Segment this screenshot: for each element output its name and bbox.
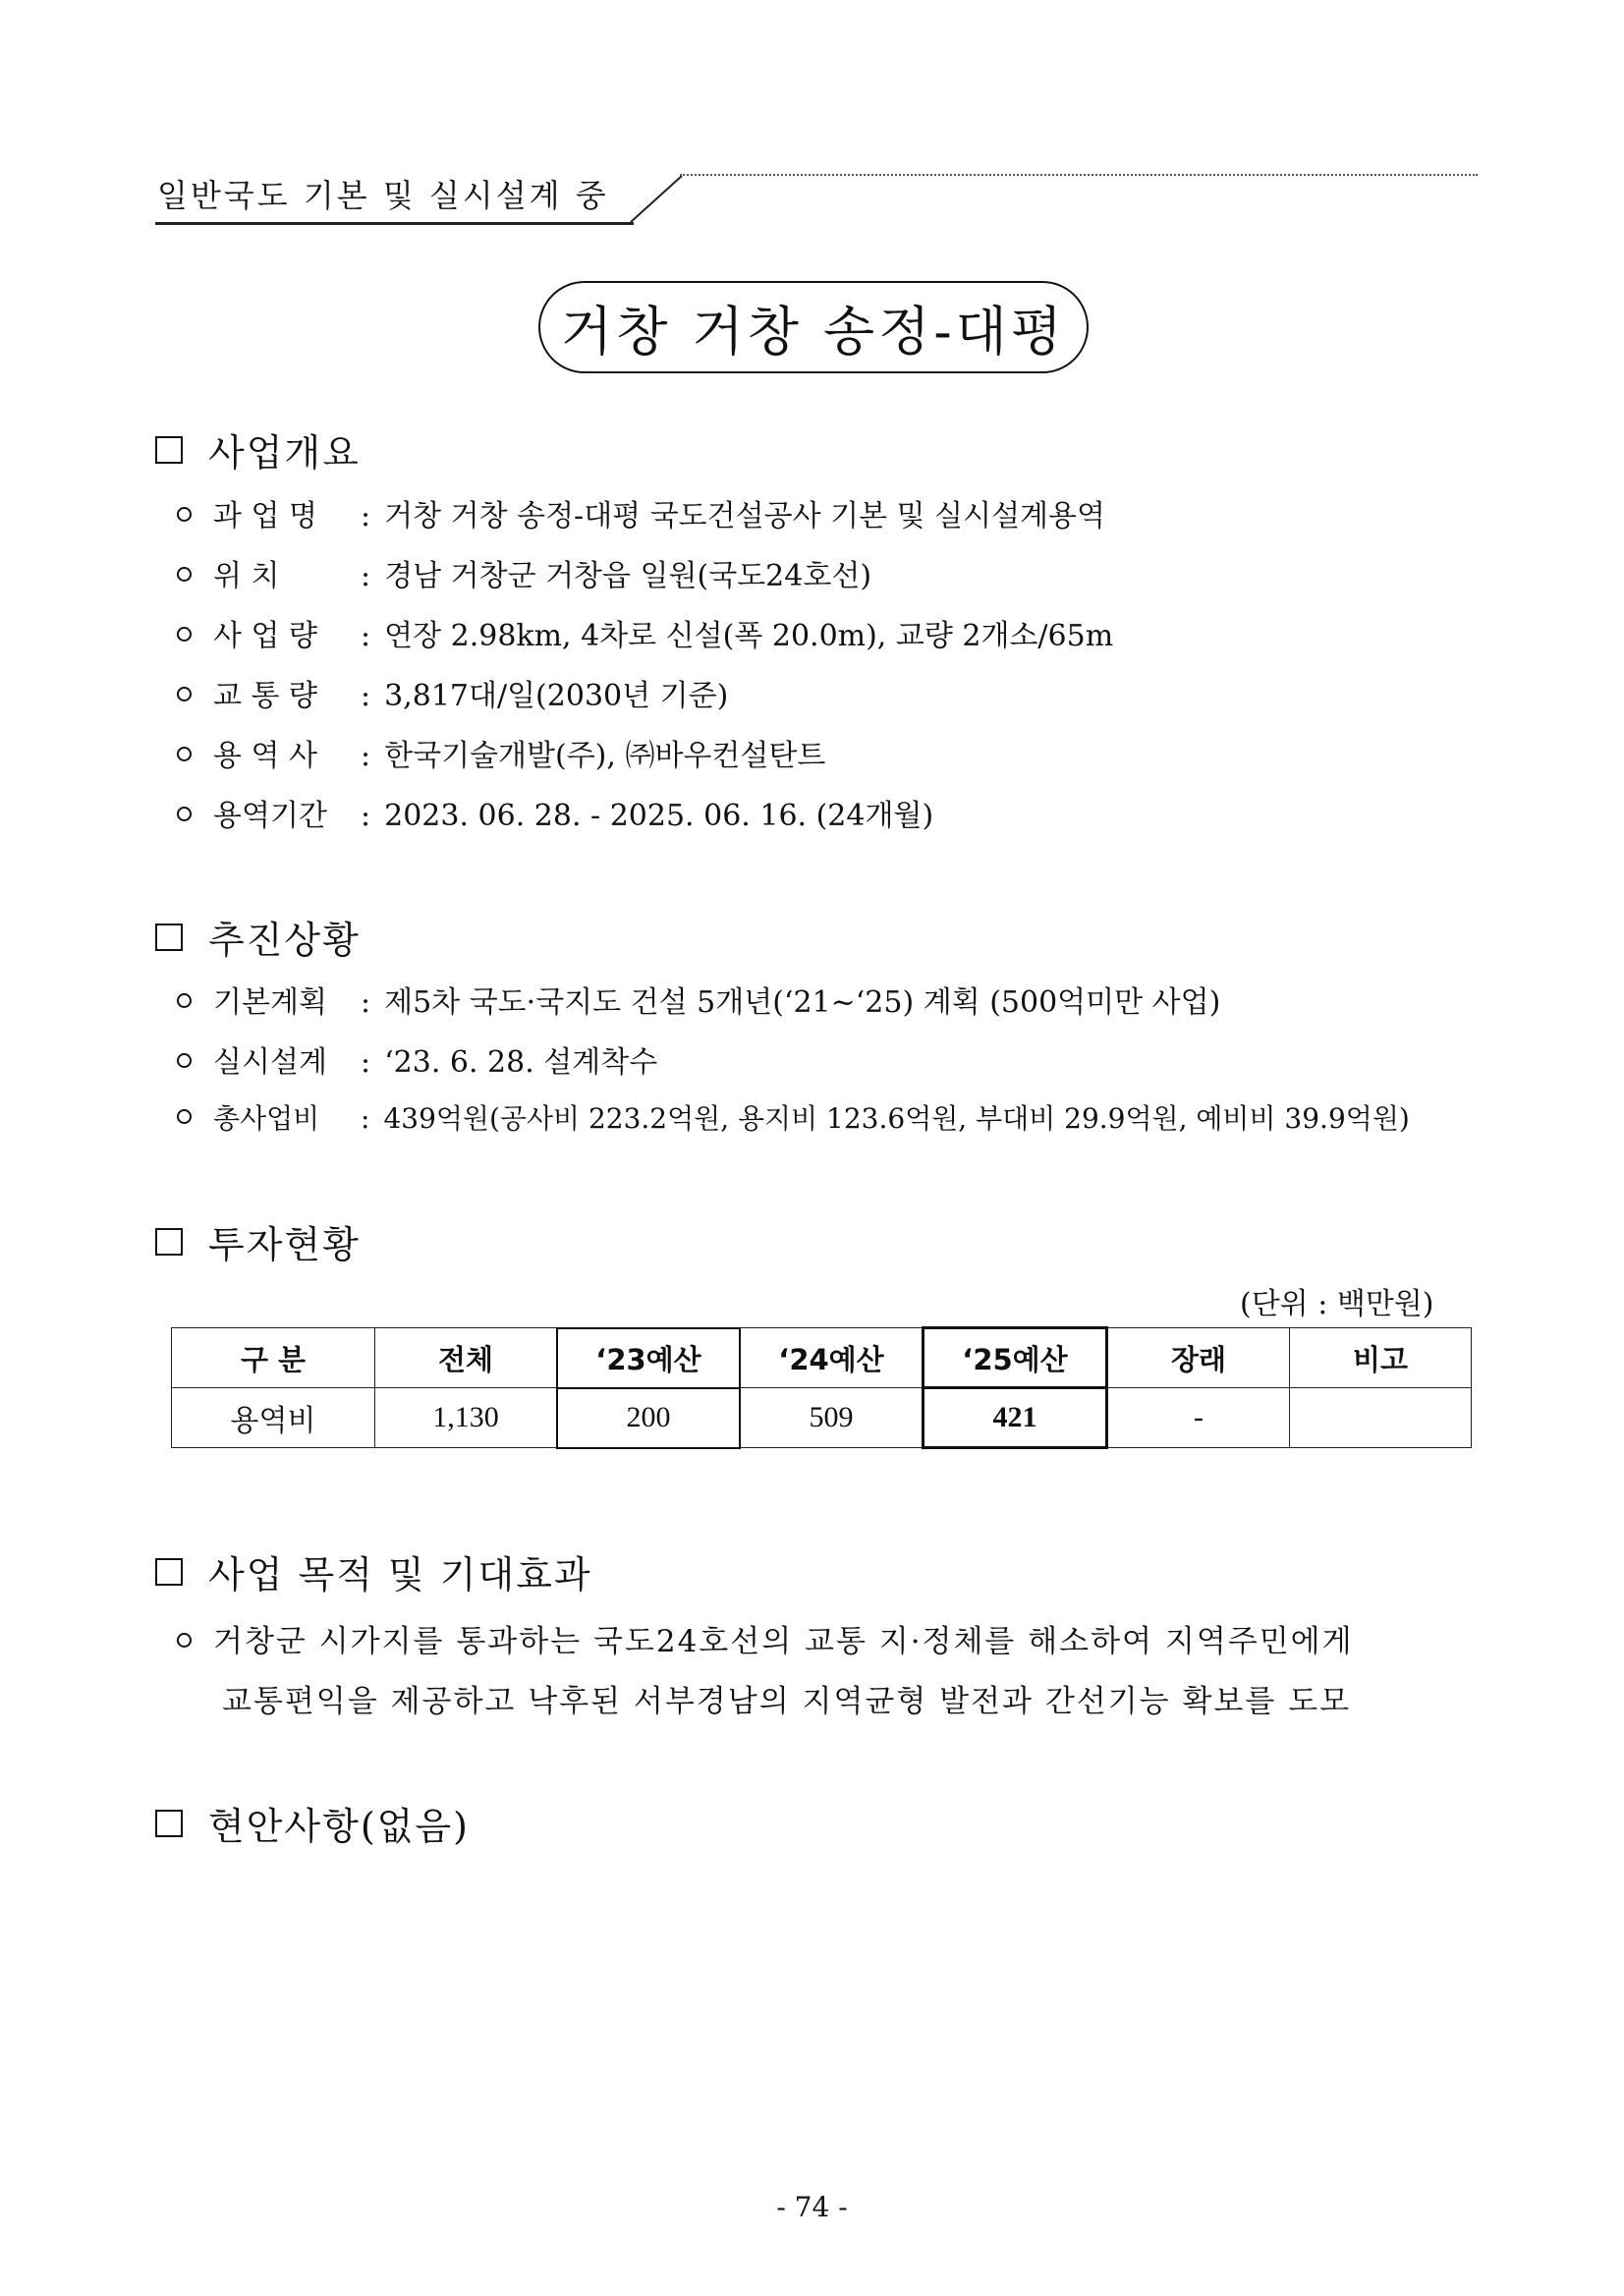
page-number: - 74 - [776,2191,848,2223]
table-cell: 용역비 [172,1388,375,1448]
item-label: 과 업 명 [213,499,318,533]
section-heading-investment [155,1214,361,1268]
overview-item: 사 업 량 : 연장 2.98km, 4차로 신설(폭 20.0m), 교량 2개소/65m [177,611,1113,654]
table-cell: 421 [924,1388,1107,1448]
overview-item: 용역기간 : 2023. 06. 28. - 2025. 06. 16. (24개월) [177,791,933,834]
document-category: 일반국도 기본 및 실시설계 중 [157,177,609,214]
table-cell [1290,1388,1472,1448]
item-value: 제5차 국도·국지도 건설 5개년(‘21~‘25) 계획 (500억미만 사업) [384,985,1221,1020]
purpose-paragraph-line1 [177,1616,1354,1660]
page-title [538,281,1089,373]
checkbox-square-icon [155,1228,183,1256]
table-header-cell: 장래 [1107,1328,1290,1388]
section-title: 사업개요 [208,431,361,475]
overview-item: 과 업 명 : 거창 거창 송정-대평 국도건설공사 기본 및 실시설계용역 [177,491,1105,534]
table-cell: 1,130 [375,1388,558,1448]
table-header-cell: ‘25예산 [924,1328,1107,1388]
bullet-circle-icon [177,747,192,761]
item-label: 실시설계 [213,1045,327,1080]
section-title: 추진상황 [208,919,361,962]
item-value: 439억원(공사비 223.2억원, 용지비 123.6억원, 부대비 29.9억원, 예비비 39.9억원) [383,1102,1410,1135]
item-label: 용역기간 [213,799,327,833]
bullet-circle-icon [177,687,192,701]
checkbox-square-icon [155,1810,183,1837]
item-value: 경남 거창군 거창읍 일원(국도24호선) [384,559,872,593]
checkbox-square-icon [155,924,183,951]
section-heading-overview [155,422,361,476]
investment-table [171,1326,1472,1449]
bullet-circle-icon [177,807,192,821]
header-slant-divider [629,175,684,224]
item-value: 3,817대/일(2030년 기준) [384,679,729,713]
table-cell: 200 [557,1388,740,1448]
item-label: 사 업 량 [213,619,318,653]
section-heading-progress [155,910,361,964]
progress-item: 기본계획 : 제5차 국도·국지도 건설 5개년(‘21~‘25) 계획 (500억미만 사업) [177,978,1220,1021]
section-heading-issues [155,1796,470,1850]
header-underline [155,222,634,225]
item-value: 2023. 06. 28. - 2025. 06. 16. (24개월) [384,799,934,833]
item-value: 한국기술개발(주), ㈜바우컨설탄트 [384,739,826,773]
bullet-circle-icon [177,627,192,642]
table-header-cell: ‘24예산 [740,1328,924,1388]
bullet-circle-icon [177,1053,192,1068]
table-header-cell: 구 분 [172,1328,375,1388]
table-header-row [172,1328,1472,1388]
table-cell: 509 [740,1388,924,1448]
paragraph-text: 거창군 시가지를 통과하는 국도24호선의 교통 지·정체를 해소하여 지역주민에게 [213,1624,1354,1659]
header-dotted-rule [680,174,1478,176]
section-heading-purpose [155,1544,592,1598]
item-label: 기본계획 [213,985,327,1020]
item-value: ‘23. 6. 28. 설계착수 [384,1045,658,1080]
purpose-paragraph-line2: 교통편익을 제공하고 낙후된 서부경남의 지역균형 발전과 간선기능 확보를 도모 [222,1684,1352,1719]
checkbox-square-icon [155,1558,183,1586]
checkbox-square-icon [155,436,183,464]
item-label: 용 역 사 [213,739,318,773]
section-title: 사업 목적 및 기대효과 [208,1553,592,1596]
section-title: 현안사항(없음) [208,1805,470,1848]
item-value: 거창 거창 송정-대평 국도건설공사 기본 및 실시설계용역 [384,499,1106,533]
table-row [172,1388,1472,1448]
unit-label: (단위 : 백만원) [1240,1287,1434,1321]
table-header-cell: 전체 [375,1328,558,1388]
item-label: 위 치 [213,559,280,593]
table-cell: - [1107,1388,1290,1448]
progress-item: 실시설계 : ‘23. 6. 28. 설계착수 [177,1037,657,1081]
progress-item: 총사업비 : 439억원(공사비 223.2억원, 용지비 123.6억원, 부대비 29.9억원, 예비비 39.9억원) [177,1097,1410,1137]
page-title-text: 거창 거창 송정-대평 [561,300,1066,363]
bullet-circle-icon [177,507,192,522]
item-label: 총사업비 [213,1102,320,1135]
bullet-circle-icon [177,1633,192,1648]
bullet-circle-icon [177,993,192,1008]
table-header-cell: 비고 [1290,1328,1472,1388]
bullet-circle-icon [177,1109,192,1124]
table-header-cell: ‘23예산 [557,1328,740,1388]
overview-item: 교 통 량 : 3,817대/일(2030년 기준) [177,671,728,714]
bullet-circle-icon [177,567,192,582]
item-label: 교 통 량 [213,679,318,713]
overview-item: 위 치 : 경남 거창군 거창읍 일원(국도24호선) [177,551,871,594]
section-title: 투자현황 [208,1223,361,1266]
item-value: 연장 2.98km, 4차로 신설(폭 20.0m), 교량 2개소/65m [384,619,1114,653]
overview-item: 용 역 사 : 한국기술개발(주), ㈜바우컨설탄트 [177,731,825,774]
